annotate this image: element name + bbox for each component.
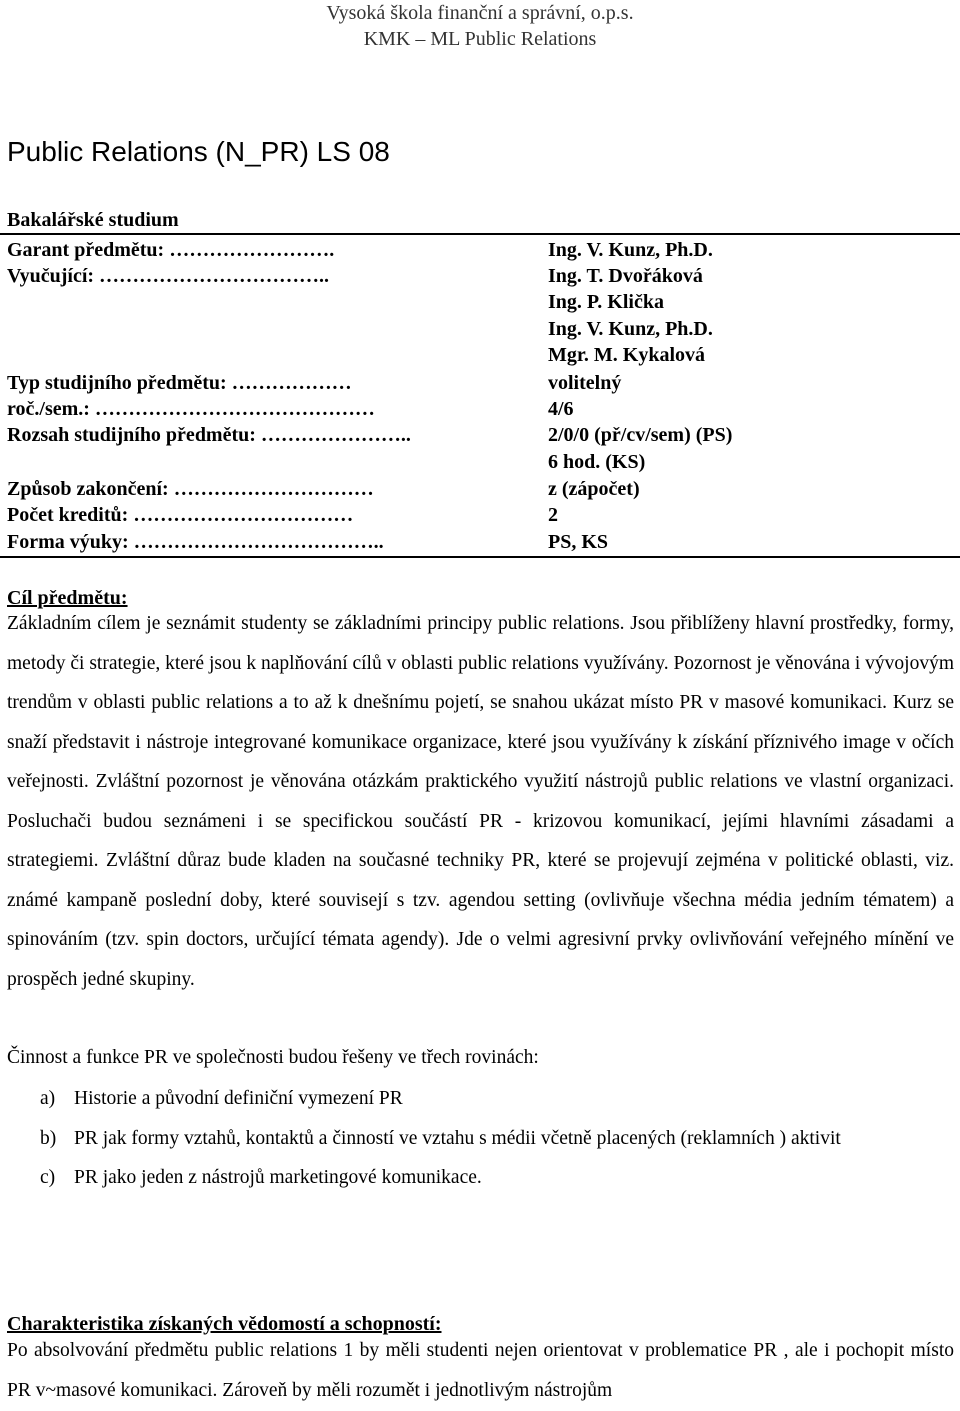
list-item-text: PR jako jeden z nástrojů marketingové komunikace. — [74, 1167, 482, 1188]
teacher-item: Mgr. M. Kykalová — [548, 344, 706, 366]
goal-heading: Cíl předmětu: — [7, 587, 128, 609]
list-marker: c) — [40, 1167, 56, 1188]
levels-intro: Činnost a funkce PR ve společnosti budou řešeny ve třech rovinách: — [7, 1047, 539, 1068]
credits-label: Počet kreditů: …………………………… — [7, 504, 354, 526]
page-title: Public Relations (N_PR) LS 08 — [7, 136, 390, 167]
credits-value: 2 — [548, 504, 558, 526]
goal-paragraph: Základním cílem je seznámit studenty se základními principy public relations. Jsou přiblíženy hlavní prostředky, formy, metody či strategie, které jsou k naplňování cílů v oblasti public relations využívány. Pozornost je věnována i vývojovým trendům v oblasti public relations a to až k dnešnímu pojetí, se snahou ukázat místo PR v masové komunikaci. Kurz se snaží představit i nástroje integrované komunikace organizace, které jsou využívány k získání příznivého image v očích veřejnosti. Zvláštní pozornost je věnována otázkám praktického využití nástrojů public relations ve vlastní organizaci. Posluchači budou seznámeni i se specifickou součástí PR - krizovou komunikací, jejími hlavními zásadami a strategiemi. Zvláštní důraz bude kladen na současné techniky PR, které se projevují zejména v politické oblasti, viz. známé kampaně poslední doby, které souvisejí s tzv. agendou setting (ovlivňuje všechna média jedním tématem) a spinováním (tzv. spin doctors, určující témata agendy). Jde o velmi agresivní prvky ovlivňování veřejného mínění ve prospěch jedné skupiny. — [7, 613, 954, 990]
guarantor-value: Ing. V. Kunz, Ph.D. — [548, 239, 713, 261]
type-value: volitelný — [548, 372, 622, 394]
completion-value: z (zápočet) — [548, 478, 640, 500]
scope-label: Rozsah studijního předmětu: ………………….. — [7, 424, 411, 446]
study-level: Bakalářské studium — [7, 209, 179, 231]
form-label: Forma výuky: ……………………………….. — [7, 531, 384, 553]
list-item-text: Historie a původní definiční vymezení PR — [74, 1088, 403, 1109]
list-item — [7, 1119, 954, 1159]
completion-label: Způsob zakončení: ………………………… — [7, 478, 374, 500]
list-item — [7, 1158, 954, 1198]
list-item-text: PR jak formy vztahů, kontaktů a činností ve vztahu s médii včetně placených (reklamních ) aktivit — [74, 1127, 841, 1149]
list-item — [7, 1079, 954, 1119]
year-label: roč./sem.: …………………………………… — [7, 398, 375, 420]
form-value: PS, KS — [548, 531, 609, 553]
list-marker: b) — [40, 1127, 57, 1149]
teacher-item: Ing. P. Klička — [548, 291, 664, 313]
year-value: 4/6 — [548, 398, 574, 420]
institution-header: Vysoká škola finanční a správní, o.p.s. — [326, 2, 634, 24]
type-label: Typ studijního předmětu: ……………… — [7, 372, 352, 394]
teachers-label: Vyučující: …………………………….. — [7, 265, 330, 287]
department-header: KMK – ML Public Relations — [363, 28, 597, 50]
levels-list — [7, 1079, 954, 1198]
scope-value-ps: 2/0/0 (př/cv/sem) (PS) — [548, 424, 733, 446]
list-marker: a) — [40, 1088, 56, 1109]
knowledge-paragraph: Po absolvování předmětu public relations 1 by měli studenti nejen orientovat v problematice PR , ale i pochopit místo PR v~masové komunikaci. Zároveň by měli rozumět i jednotlivým nástrojům — [7, 1340, 954, 1401]
knowledge-heading: Charakteristika získaných vědomostí a schopností: — [7, 1313, 442, 1335]
divider-bottom — [0, 556, 960, 558]
teacher-item: Ing. V. Kunz, Ph.D. — [548, 318, 713, 340]
scope-value-ks: 6 hod. (KS) — [548, 451, 646, 473]
guarantor-label: Garant předmětu: ……………………. — [7, 239, 335, 261]
divider-top — [0, 233, 960, 235]
teacher-item: Ing. T. Dvořáková — [548, 265, 703, 287]
